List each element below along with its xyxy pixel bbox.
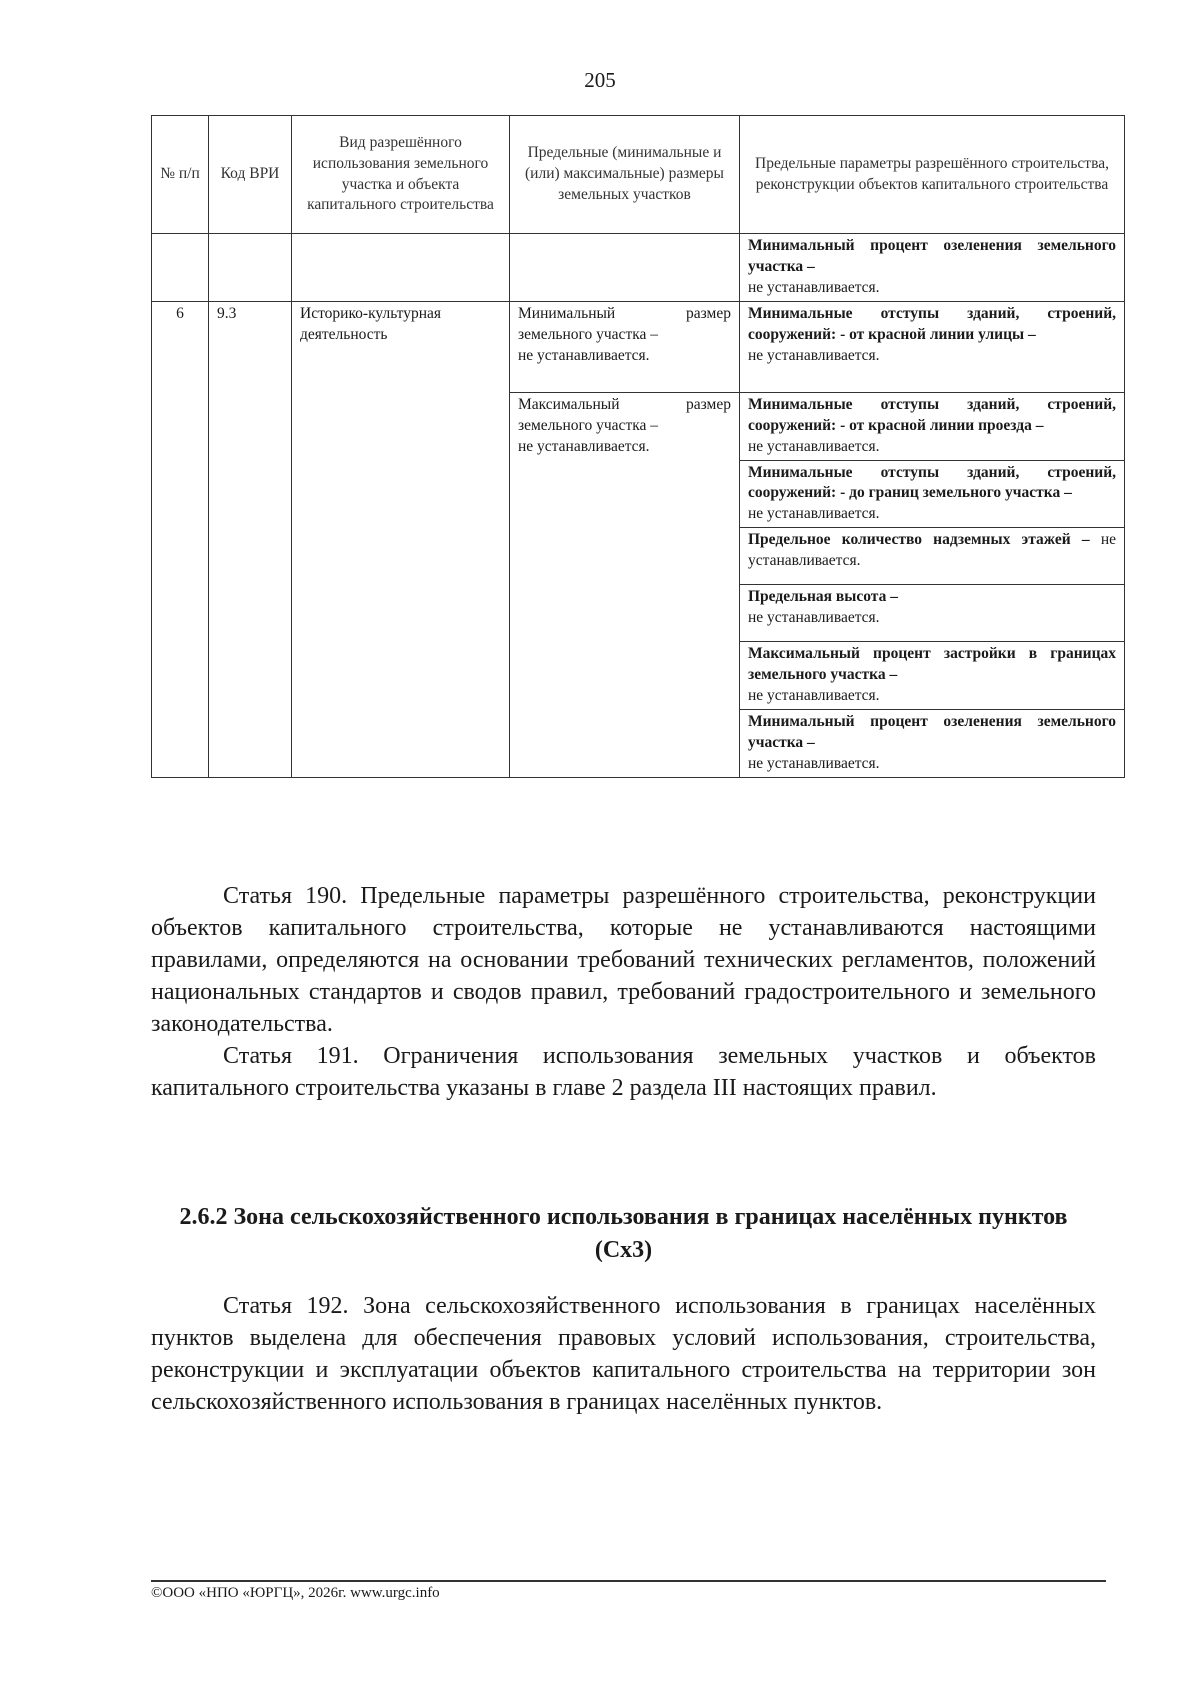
param-title: Минимальные отступы зданий, строений, сооружений: - от красной линии проезда – (748, 395, 1116, 434)
footer-divider (151, 1580, 1106, 1582)
article-191: Статья 191. Ограничения использования земельных участков и объектов капитального строительства указаны в главе 2 раздела III настоящих правил. (151, 1043, 1096, 1101)
param-value: не устанавливается. (748, 531, 1117, 570)
param-title: Минимальные отступы зданий, строений, сооружений: - от красной линии улицы – (748, 304, 1116, 343)
max-size-cell (510, 392, 740, 777)
param-cell (740, 710, 1125, 778)
table-header-row (152, 116, 1125, 234)
param-value: не устанавливается. (748, 278, 880, 296)
row-code: 9.3 (209, 301, 292, 777)
param-cell (740, 392, 1125, 460)
footer-copyright: ©ООО «НПО «ЮРГЦ», 2026г. www.urgc.info (151, 1585, 440, 1601)
article-192-block (151, 1290, 1096, 1418)
param-value: не устанавливается. (748, 687, 880, 705)
min-size-title: Минимальный размер земельного участка – (518, 304, 731, 343)
header-code: Код ВРИ (209, 116, 292, 234)
param-value: не устанавливается. (748, 609, 880, 627)
param-value: не устанавливается. (748, 437, 880, 455)
param-cell (740, 585, 1125, 642)
page-number: 205 (584, 68, 616, 92)
table-row (152, 301, 1125, 392)
param-title: Минимальные отступы зданий, строений, сооружений: - до границ земельного участка – (748, 463, 1116, 502)
param-cell (740, 460, 1125, 528)
header-size: Предельные (минимальные и (или) максимальные) размеры земельных участков (510, 116, 740, 234)
param-cell (740, 301, 1125, 392)
param-value: не устанавливается. (748, 754, 880, 772)
param-cell (740, 234, 1125, 302)
article-190-block (151, 880, 1096, 1104)
article-190: Статья 190. Предельные параметры разрешённого строительства, реконструкции объектов капитального строительства, которые не устанавливаются настоящими правилами, определяются на основании требований технических регламентов, положений национальных стандартов и сводов правил, требований градостроительного и земельного законодательства. (151, 883, 1096, 1037)
header-use: Вид разрешённого использования земельного участка и объекта капитального строительства (292, 116, 510, 234)
regulations-table (151, 115, 1125, 778)
min-size-cell (510, 301, 740, 392)
min-size-value: не устанавливается. (518, 346, 650, 364)
article-192: Статья 192. Зона сельскохозяйственного использования в границах населённых пунктов выделена для обеспечения правовых условий использования, строительства, реконструкции и эксплуатации объектов капитального строительства на территории зон сельскохозяйственного использования в границах населённых пунктов. (151, 1293, 1096, 1415)
table-row-continued (152, 234, 1125, 302)
param-cell (740, 642, 1125, 710)
row-use: Историко-культурная деятельность (292, 301, 510, 777)
header-params: Предельные параметры разрешённого строительства, реконструкции объектов капитального строительства (740, 116, 1125, 234)
row-number: 6 (152, 301, 209, 777)
section-heading: 2.6.2 Зона сельскохозяйственного использования в границах населённых пунктов (Сх3) (179, 1204, 1068, 1263)
param-value: не устанавливается. (748, 346, 880, 364)
param-title: Предельное количество надземных этажей – (748, 531, 1090, 549)
param-value: не устанавливается. (748, 505, 880, 523)
param-cell (740, 528, 1125, 585)
param-title: Минимальный процент озеленения земельного участка – (748, 713, 1116, 751)
max-size-title: Максимальный размер земельного участка – (518, 395, 731, 434)
header-num: № п/п (152, 116, 209, 234)
param-title: Максимальный процент застройки в границах земельного участка – (748, 645, 1116, 684)
param-title: Предельная высота – (748, 588, 898, 606)
max-size-value: не устанавливается. (518, 437, 650, 455)
param-title: Минимальный процент озеленения земельного участка – (748, 237, 1116, 275)
